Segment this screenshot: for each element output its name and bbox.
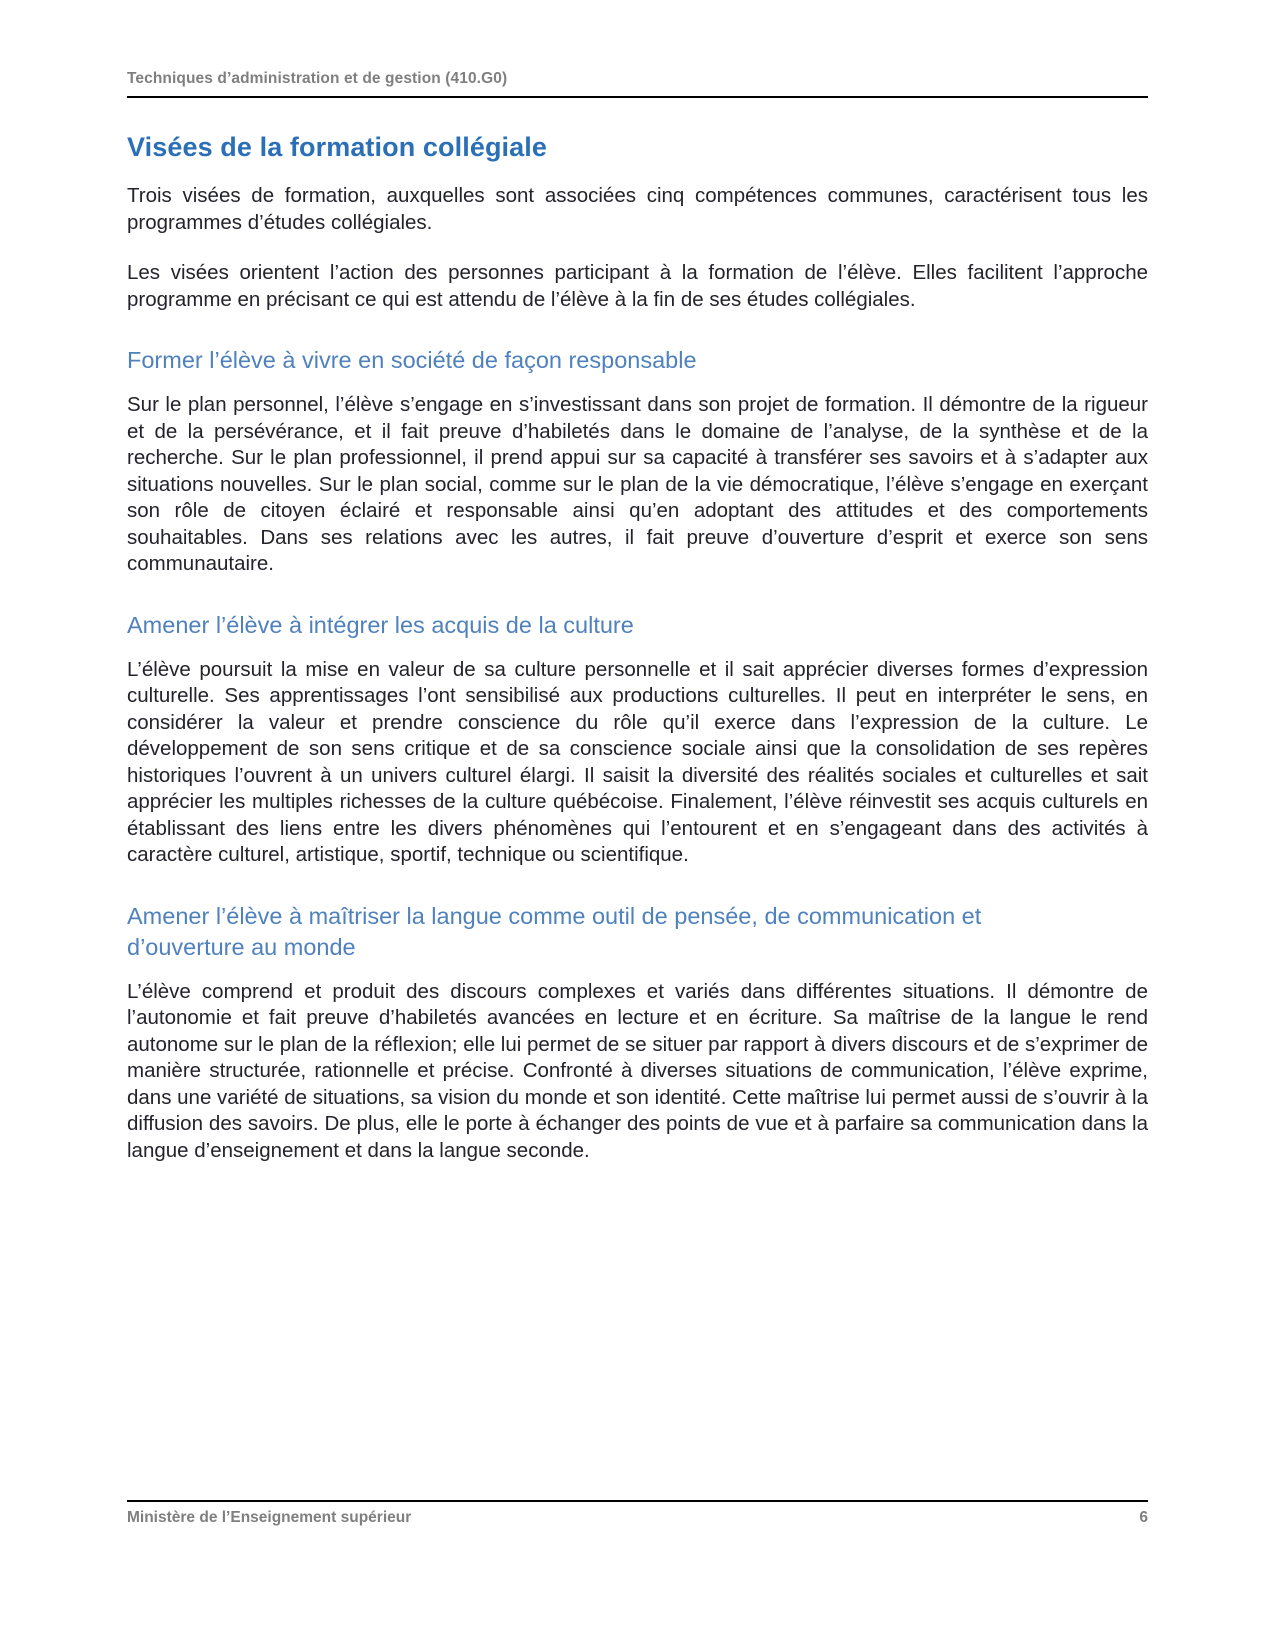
section-heading-vivre-en-societe: Former l’élève à vivre en société de façon responsable	[127, 347, 697, 373]
section-paragraph-acquis-culture: L’élève poursuit la mise en valeur de sa culture personnelle et il sait apprécier diverses formes d’expression culturelle. Ses apprentissages l’ont sensibilisé aux productions culturelles. Il peut en interpréter le sens, en considérer la valeur et prendre conscience du rôle qu’il exerce dans l’expression de la culture. Le développement de son sens critique et de sa conscience sociale ainsi que la consolidation de ses repères historiques l’ouvrent à un univers culturel élargi. Il saisit la diversité des réalités sociales et culturelles et sait apprécier les multiples richesses de la culture québécoise. Finalement, l’élève réinvestit ses acquis culturels en établissant des liens entre les divers phénomènes qui l’entourent et en s’engageant dans des activités à caractère culturel, artistique, sportif, technique ou scientifique.	[127, 657, 1148, 866]
page-footer	[127, 1500, 1148, 1527]
section-heading-acquis-culture: Amener l’élève à intégrer les acquis de la culture	[127, 611, 634, 638]
page-title: Visées de la formation collégiale	[127, 132, 547, 162]
intro-paragraph-2: Les visées orientent l’action des personnes participant à la formation de l’élève. Elles facilitent l’approche programme en précisant ce qui est attendu de l’élève à la fin de ses études collégiales.	[127, 261, 1148, 311]
section-paragraph-maitriser-langue: L’élève comprend et produit des discours complexes et variés dans différentes situations. Il démontre de l’autonomie et fait preuve d’habiletés avancées en lecture et en écriture. Sa maîtrise de la langue le rend autonome sur le plan de la réflexion; elle lui permet de se situer par rapport à divers discours et de s’exprimer de manière structurée, rationnelle et précise. Confronté à diverses situations de communication, l’élève exprime, dans une variété de situations, sa vision du monde et son identité. Cette maîtrise lui permet aussi de s’ouvrir à la diffusion des savoirs. De plus, elle le porte à échanger des points de vue et à parfaire sa communication dans la langue d’enseignement et dans la langue seconde.	[127, 979, 1148, 1162]
section-heading-maitriser-langue: Amener l’élève à maîtriser la langue comme outil de pensée, de communication et d’ouverture au monde	[127, 902, 982, 960]
footer-ministry-label: Ministère de l’Enseignement supérieur	[127, 1509, 412, 1526]
page-number: 6	[1139, 1509, 1148, 1526]
section-paragraph-vivre-en-societe: Sur le plan personnel, l’élève s’engage en s’investissant dans son projet de formation. Il démontre de la rigueur et de la persévérance, et il fait preuve d’habiletés dans le domaine de l’analyse, de la synthèse et de la recherche. Sur le plan professionnel, il prend appui sur sa capacité à transférer ses savoirs et à s’adapter aux situations nouvelles. Sur le plan social, comme sur le plan de la vie démocratique, l’élève s’engage en exerçant son rôle de citoyen éclairé et responsable ainsi qu’en adoptant des attitudes et des comportements souhaitables. Dans ses relations avec les autres, il fait preuve d’ouverture d’esprit et exerce son sens communautaire.	[127, 393, 1148, 575]
page-header	[127, 0, 1148, 98]
intro-paragraph-1: Trois visées de formation, auxquelles sont associées cinq compétences communes, caractérisent tous les programmes d’études collégiales.	[127, 184, 1148, 234]
document-body	[127, 98, 1148, 1164]
running-header-title: Techniques d’administration et de gestion (410.G0)	[127, 70, 508, 87]
